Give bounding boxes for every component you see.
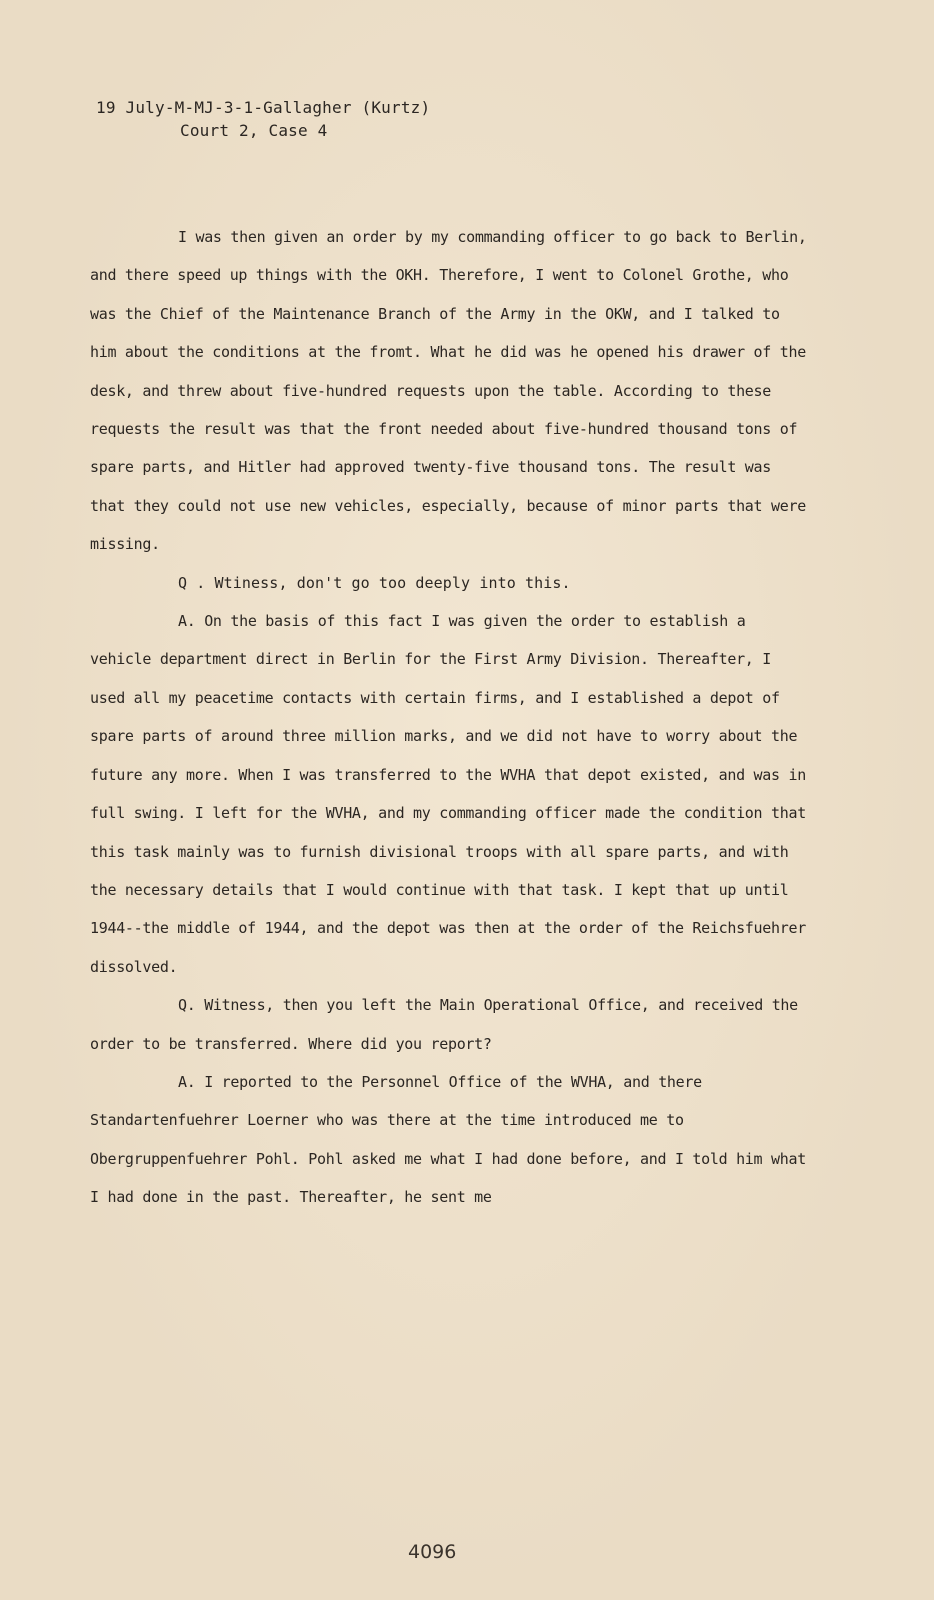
paragraph-answer-vehicle-department: A. On the basis of this fact I was given the order to establish a vehicle department direct in Berlin for the First Army Division. Thereafter, I used all my peacetime contacts with certain firms, and I established a depot of spare parts of around three million marks, and we did not have to worry about the future any more. When I was transferred to the WVHA that depot existed, and was in full swing. I left for the WVHA, and my commanding officer made the condition that this task mainly was to furnish divisional troops with all spare parts, and with the necessary details that I would continue with that task. I kept that up until 1944--the middle of 1944, and the depot was then at the order of the Reichsfuehrer dissolved.	[90, 612, 806, 976]
document-header	[96, 96, 430, 142]
header-court-case-line: Court 2, Case 4	[180, 121, 328, 140]
page-number: 4096	[408, 1541, 457, 1563]
paragraph-answer-personnel-office: A. I reported to the Personnel Office of the WVHA, and there Standartenfuehrer Loerner who was there at the time introduced me to Obergruppenfuehrer Pohl. Pohl asked me what I had done before, and I told him what I had done in the past. Thereafter, he sent me	[90, 1072, 806, 1207]
paragraph-question-report: Q. Witness, then you left the Main Operational Office, and received the order to be transferred. Where did you report?	[90, 996, 798, 1053]
header-session-line: 19 July-M-MJ-3-1-Gallagher (Kurtz)	[96, 98, 431, 117]
paragraph-testimony-okh: I was then given an order by my commanding officer to go back to Berlin, and there speed up things with the OKH. Therefore, I went to Colonel Grothe, who was the Chief of the Maintenance Branch of the Army in the OKW, and I talked to him about the conditions at the fromt. What he did was he opened his drawer of the desk, and threw about five-hundred requests upon the table. According to these requests the result was that the front needed about five-hundred thousand tons of spare parts, and Hitler had approved twenty-five thousand tons. The result was that they could not use new vehicles, especially, because of minor parts that were missing.	[90, 228, 807, 554]
transcript-body	[90, 218, 810, 1217]
paragraph-question-deeply: Q . Wtiness, don't go too deeply into this.	[178, 573, 571, 592]
